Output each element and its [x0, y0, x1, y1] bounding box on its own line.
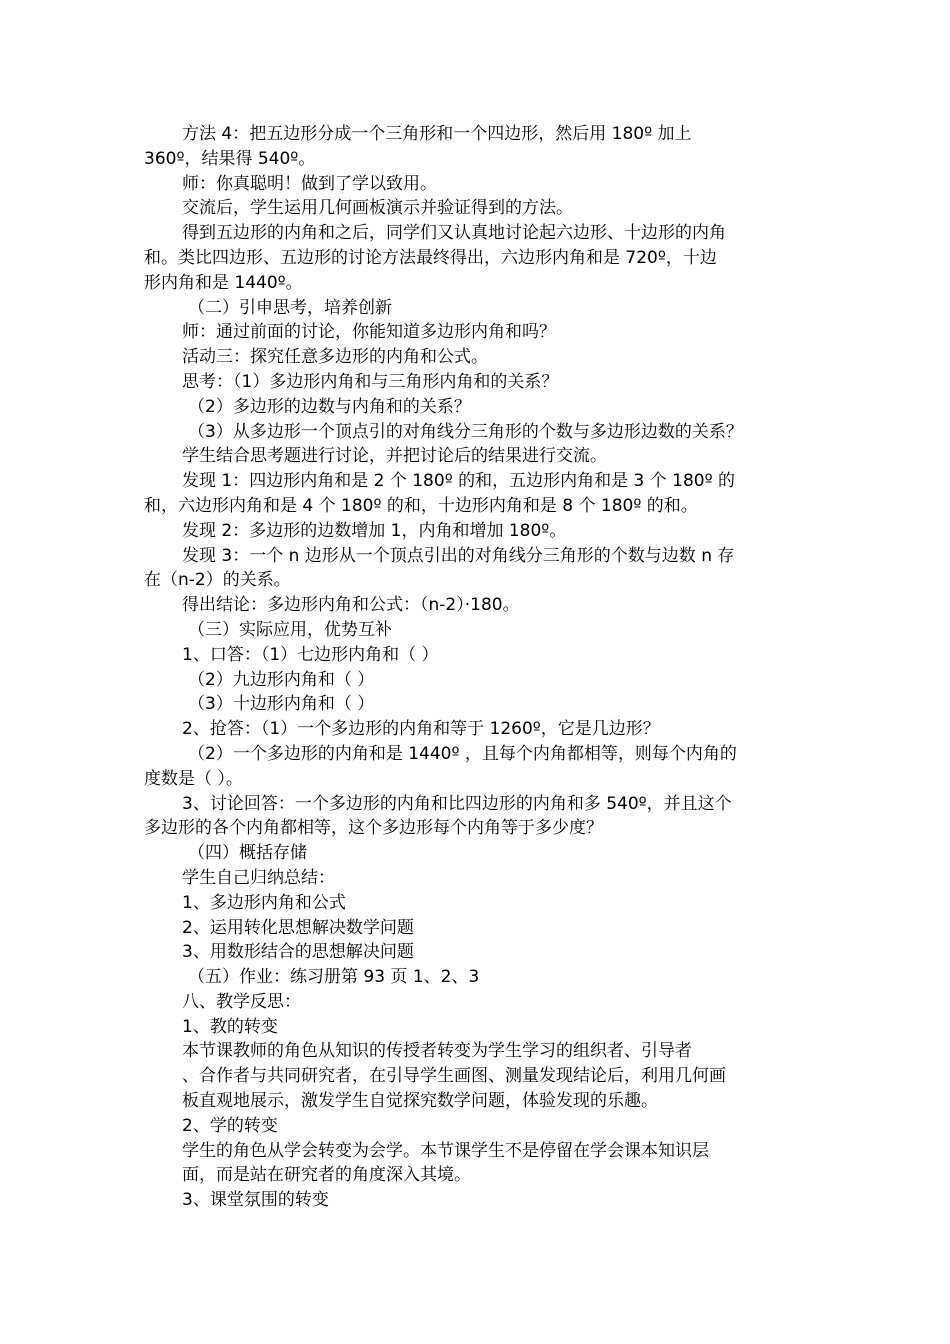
text-line: （2）多边形的边数与内角和的关系？ — [188, 396, 471, 417]
text-line: 和。类比四边形、五边形的讨论方法最终得出，六边形内角和是 720º，十边 — [144, 247, 717, 268]
text-line: 面，而是站在研究者的角度深入其境。 — [182, 1165, 471, 1186]
text-line: 发现 1：四边形内角和是 2 个 180º 的和，五边形内角和是 3 个 180º 的 — [182, 471, 735, 492]
text-line: 板直观地展示，激发学生自觉探究数学问题，体验发现的乐趣。 — [182, 1091, 658, 1112]
text-line: 1、教的转变 — [182, 1016, 278, 1037]
text-line: 学生的角色从学会转变为会学。本节课学生不是停留在学会课本知识层 — [182, 1140, 709, 1161]
text-line: （五）作业：练习册第 93 页 1、2、3 — [188, 967, 480, 988]
text-line: 师：通过前面的讨论，你能知道多边形内角和吗？ — [182, 322, 556, 343]
text-line: 度数是（ ）。 — [144, 768, 243, 789]
text-line: 学生结合思考题进行讨论，并把讨论后的结果进行交流。 — [182, 446, 607, 467]
text-line: 八、教学反思： — [182, 991, 301, 1012]
text-line: （3）从多边形一个顶点引的对角线分三角形的个数与多边形边数的关系？ — [188, 421, 743, 442]
text-line: 交流后，学生运用几何画板演示并验证得到的方法。 — [182, 198, 573, 219]
text-line: （四）概括存储 — [188, 843, 307, 864]
text-line: 3、课堂氛围的转变 — [182, 1190, 329, 1211]
text-line: 方法 4：把五边形分成一个三角形和一个四边形，然后用 180º 加上 — [182, 124, 692, 144]
text-line: 活动三：探究任意多边形的内角和公式。 — [182, 347, 488, 368]
text-line: 和，六边形内角和是 4 个 180º 的和，十边形内角和是 8 个 180º 的和。 — [144, 495, 698, 516]
text-line: 多边形的各个内角都相等，这个多边形每个内角等于多少度？ — [144, 818, 603, 839]
text-line: （2）一个多边形的内角和是 1440º ，且每个内角都相等，则每个内角的 — [188, 743, 737, 764]
text-line: 师：你真聪明！做到了学以致用。 — [182, 173, 437, 194]
text-line: 3、用数形结合的思想解决问题 — [182, 942, 414, 963]
text-line: 2、学的转变 — [182, 1115, 278, 1136]
text-line: 在（n-2）的关系。 — [144, 570, 291, 591]
text-line: 1、多边形内角和公式 — [182, 892, 346, 913]
text-line: （三）实际应用，优势互补 — [188, 619, 392, 640]
text-line: 本节课教师的角色从知识的传授者转变为学生学习的组织者、引导者 — [182, 1041, 692, 1062]
text-line: 思考：（1）多边形内角和与三角形内角和的关系？ — [182, 371, 559, 392]
text-line: 形内角和是 1440º。 — [144, 272, 303, 293]
document-page — [144, 122, 808, 1213]
text-line: 发现 2：多边形的边数增加 1，内角和增加 180º。 — [182, 520, 567, 541]
text-line: 2、运用转化思想解决数学问题 — [182, 917, 414, 938]
text-line: 发现 3：一个 n 边形从一个顶点引出的对角线分三角形的个数与边数 n 存 — [182, 545, 735, 566]
text-line: （2）九边形内角和（ ） — [188, 669, 375, 690]
text-line: 2、抢答：（1）一个多边形的内角和等于 1260º，它是几边形？ — [182, 719, 660, 740]
text-line: （二）引申思考，培养创新 — [188, 297, 392, 318]
text-line: 360º，结果得 540º。 — [144, 148, 316, 169]
text-line: （3）十边形内角和（ ） — [188, 694, 375, 715]
text-line: 得到五边形的内角和之后，同学们又认真地讨论起六边形、十边形的内角 — [182, 223, 726, 244]
text-line: 、合作者与共同研究者，在引导学生画图、测量发现结论后，利用几何画 — [182, 1066, 726, 1087]
text-line: 学生自己归纳总结： — [182, 867, 335, 888]
text-line: 3、讨论回答：一个多边形的内角和比四边形的内角和多 540º，并且这个 — [182, 793, 732, 814]
text-line: 1、口答：（1）七边形内角和（ ） — [182, 644, 439, 665]
text-line: 得出结论：多边形内角和公式：（n-2）·180。 — [182, 595, 520, 616]
